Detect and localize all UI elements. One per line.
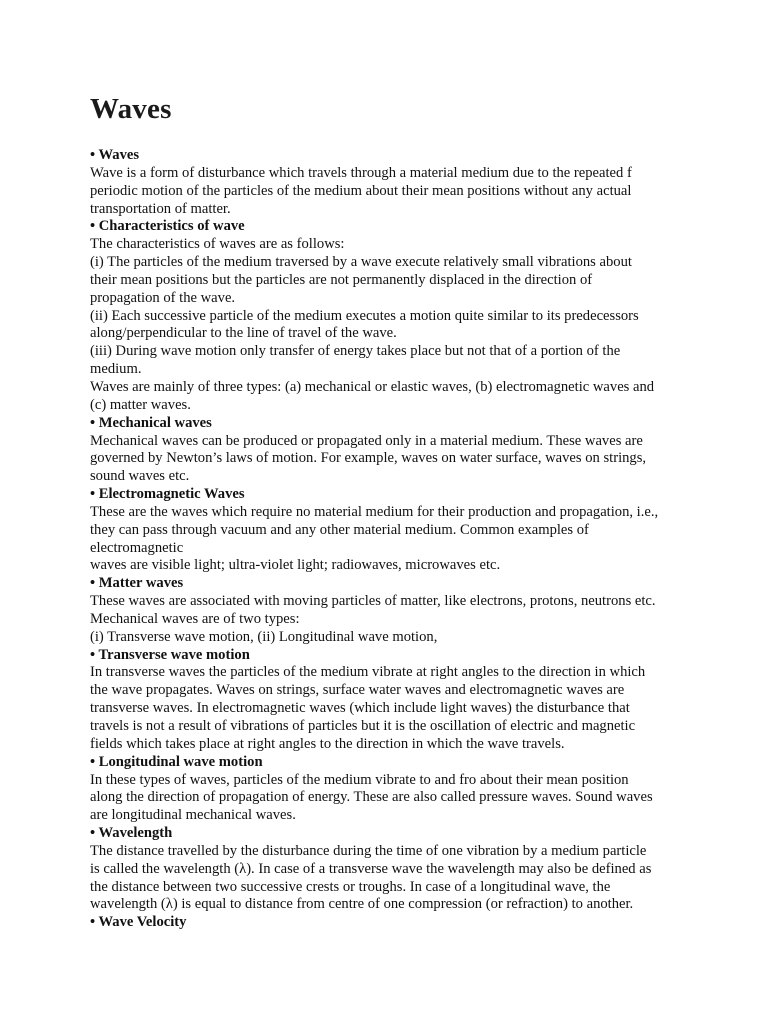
body-text-line: The distance travelled by the disturbance during the time of one vibration by a medium particle [90,842,647,859]
body-text-line: the wave propagates. Waves on strings, surface water waves and electromagnetic waves are [90,682,625,699]
page-title: Waves [90,93,172,125]
body-text-line: propagation of the wave. [90,289,236,306]
body-text-line: transverse waves. In electromagnetic waves (which include light waves) the disturbance that [90,700,630,717]
body-text-line: their mean positions but the particles are not permanently displaced in the direction of [90,271,593,288]
body-text-line: fields which takes place at right angles to the direction in which the wave travels. [90,735,565,752]
body-text-line: along/perpendicular to the line of travel of the wave. [90,325,397,342]
section-heading: • Matter waves [90,575,184,592]
body-text-line: the distance between two successive crests or troughs. In case of a longitudinal wave, the [90,878,611,895]
document-body [90,147,762,932]
body-text-line: The characteristics of waves are as follows: [90,236,345,253]
body-text-line: These waves are associated with moving particles of matter, like electrons, protons, neutrons etc. [90,593,656,610]
section-heading: • Wave Velocity [90,914,187,931]
body-text-line: electromagnetic [90,539,184,556]
body-text-line: These are the waves which require no material medium for their production and propagation, i.e., [90,503,659,520]
section-heading: • Longitudinal wave motion [90,753,263,770]
body-text-line: they can pass through vacuum and any other material medium. Common examples of [90,521,589,538]
body-text-line: transportation of matter. [90,200,231,217]
section-heading: • Transverse wave motion [90,646,250,663]
section-heading: • Waves [90,147,140,163]
body-text-line: wavelength (λ) is equal to distance from centre of one compression (or refraction) to another. [90,896,634,913]
body-text-line: along the direction of propagation of energy. These are also called pressure waves. Sound waves [90,789,653,806]
body-text-line: is called the wavelength (λ). In case of a transverse wave the wavelength may also be defined as [90,860,652,877]
body-text-line: waves are visible light; ultra-violet light; radiowaves, microwaves etc. [90,557,501,574]
body-text-line: (i) Transverse wave motion, (ii) Longitudinal wave motion, [90,628,438,645]
body-text-line: travels is not a result of vibrations of particles but it is the oscillation of electric and magnetic [90,718,636,734]
body-text-line: Mechanical waves can be produced or propagated only in a material medium. These waves are [90,432,643,449]
body-text-line: medium. [90,361,142,378]
body-text-line: Mechanical waves are of two types: [90,610,300,627]
section-heading: • Characteristics of wave [90,218,245,235]
body-text-line: are longitudinal mechanical waves. [90,807,296,824]
body-text-line: In transverse waves the particles of the medium vibrate at right angles to the direction in which [90,664,646,681]
body-text-line: (ii) Each successive particle of the medium executes a motion quite similar to its predecessors [90,307,639,324]
section-heading: • Wavelength [90,825,173,842]
body-text-line: sound waves etc. [90,468,190,485]
body-text-line: Wave is a form of disturbance which travels through a material medium due to the repeated f [90,164,632,181]
body-text-line: (i) The particles of the medium traversed by a wave execute relatively small vibrations about [90,254,632,271]
document-page [90,92,762,932]
body-text-line: In these types of waves, particles of the medium vibrate to and fro about their mean position [90,771,629,788]
body-text-line: (iii) During wave motion only transfer of energy takes place but not that of a portion of the [90,343,621,360]
body-text-line: Waves are mainly of three types: (a) mechanical or elastic waves, (b) electromagnetic waves and [90,378,655,395]
section-heading: • Electromagnetic Waves [90,486,245,503]
section-heading: • Mechanical waves [90,414,212,431]
body-text-line: governed by Newton’s laws of motion. For example, waves on water surface, waves on strings, [90,450,647,467]
body-text-line: periodic motion of the particles of the medium about their mean positions without any actual [90,182,632,199]
body-text-line: (c) matter waves. [90,396,191,413]
